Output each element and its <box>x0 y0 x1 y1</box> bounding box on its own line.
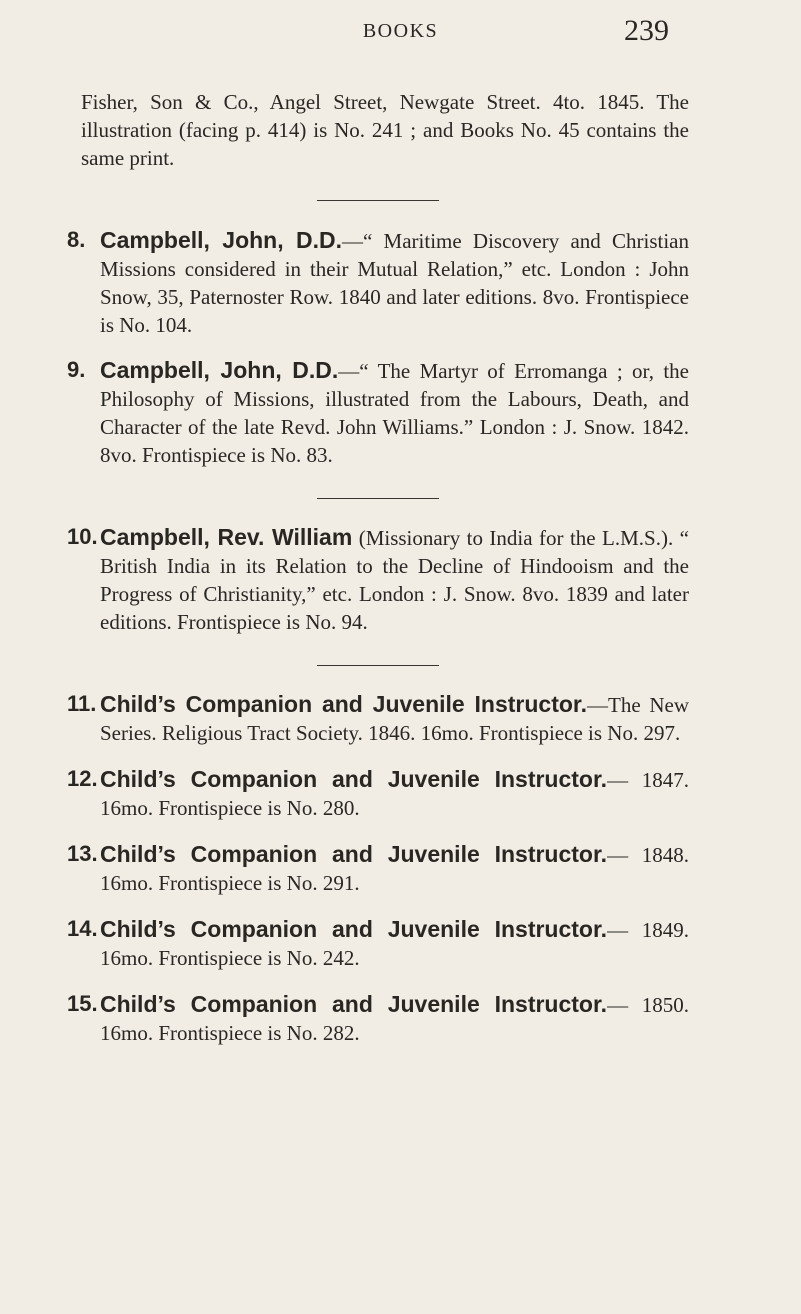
entry-14 <box>67 915 689 972</box>
entry-heading: Campbell, Rev. William <box>100 524 353 550</box>
running-head: BOOKS <box>362 20 439 42</box>
entry-number: 15. <box>67 991 98 1016</box>
entry-13 <box>67 840 689 897</box>
section-rule <box>317 665 439 666</box>
entry-11 <box>67 690 689 747</box>
entry-12 <box>67 765 689 822</box>
entry-number: 8. <box>67 227 86 252</box>
section-rule <box>317 200 439 201</box>
entry-heading: Child’s Companion and Juvenile Instructor. <box>100 766 608 792</box>
entry-15 <box>67 990 689 1047</box>
continuation-paragraph: Fisher, Son & Co., Angel Street, Newgate Street. 4to. 1845. The illustration (facing p. 414) is No. 241 ; and Books No. 45 contains the same print. <box>81 90 689 170</box>
entry-text: — 1850. 16mo. Frontispiece is No. 282. <box>100 993 690 1045</box>
entry-number: 11. <box>67 691 97 716</box>
entry-heading: Child’s Companion and Juvenile Instructor. <box>100 841 608 867</box>
entry-text: —“ Maritime Discovery and Christian Missions considered in their Mutual Relation,” etc. London : John Snow, 35, Paternoster Row. 1840 and later editions. 8vo. Frontispiece is No. 104. <box>100 229 689 337</box>
entry-number: 10. <box>67 524 98 549</box>
entry-10 <box>67 523 689 636</box>
entry-9 <box>67 356 689 469</box>
entry-number: 9. <box>67 357 86 382</box>
page-header <box>0 14 801 48</box>
entry-heading: Child’s Companion and Juvenile Instructor. <box>100 916 608 942</box>
entry-text: — 1847. 16mo. Frontispiece is No. 280. <box>100 768 690 820</box>
entry-heading: Child’s Companion and Juvenile Instructor. <box>100 991 608 1017</box>
page-body <box>67 88 689 1047</box>
entry-text: —The New Series. Religious Tract Society. 1846. 16mo. Frontispiece is No. 297. <box>100 693 690 745</box>
section-rule <box>317 498 439 499</box>
entry-heading: Campbell, John, D.D. <box>100 227 342 253</box>
entry-text: — 1849. 16mo. Frontispiece is No. 242. <box>100 918 690 970</box>
entry-heading: Campbell, John, D.D. <box>100 357 339 383</box>
entry-number: 12. <box>67 766 98 791</box>
entry-8 <box>67 226 689 339</box>
entry-number: 14. <box>67 916 98 941</box>
entry-heading: Child’s Companion and Juvenile Instructor. <box>100 691 588 717</box>
entry-text: —“ The Martyr of Erromanga ; or, the Philosophy of Missions, illustrated from the Labours, Death, and Character of the late Revd. John Williams.” London : J. Snow. 1842. 8vo. Frontispiece is No. 83. <box>100 359 689 467</box>
entry-text: — 1848. 16mo. Frontispiece is No. 291. <box>100 843 690 895</box>
entry-number: 13. <box>67 841 98 866</box>
page-number: 239 <box>624 14 669 47</box>
entry-text: (Missionary to India for the L.M.S.). “ British India in its Relation to the Decline of Hindooism and the Progress of Christianity,” etc. London : J. Snow. 8vo. 1839 and later editions. Frontispiece is No. 94. <box>100 526 689 634</box>
